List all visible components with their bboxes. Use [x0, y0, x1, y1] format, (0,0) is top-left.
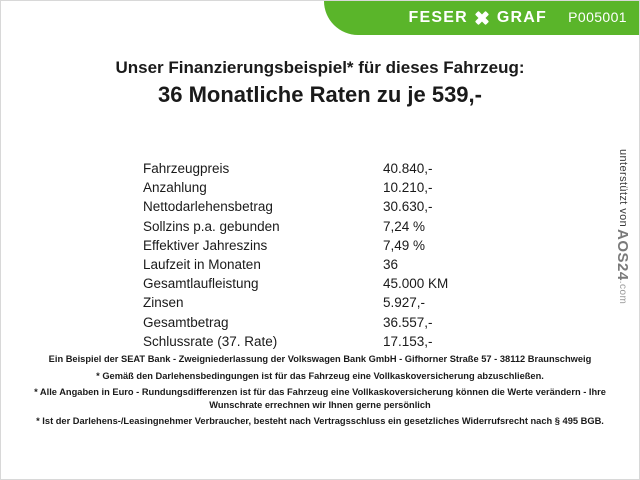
- table-row: [143, 236, 483, 255]
- partner-brand-tld: .com: [617, 280, 628, 305]
- legal-footnotes: [19, 353, 621, 428]
- table-row: [143, 313, 483, 332]
- brand-name-first: FESER: [408, 9, 468, 26]
- figure-value: 10.210,-: [383, 180, 433, 196]
- figure-label: Anzahlung: [143, 180, 207, 196]
- figure-value: 7,24 %: [383, 218, 426, 234]
- figure-value: 36.557,-: [383, 314, 433, 330]
- brand-logo: [409, 1, 547, 35]
- figure-value: 40.840,-: [383, 161, 433, 176]
- legal-line-2: * Gemäß den Darlehensbedingungen ist für das Fahrzeug eine Vollkaskoversicherung abzuschließen.: [96, 370, 544, 381]
- figure-label: Gesamtbetrag: [143, 314, 229, 330]
- table-row: [143, 255, 483, 274]
- table-row: [143, 274, 483, 293]
- page-title: [1, 57, 639, 109]
- figure-value: 5.927,-: [383, 295, 426, 311]
- figure-value: 45.000 KM: [383, 276, 449, 292]
- table-row: [143, 217, 483, 236]
- supported-by-label: unterstützt von: [617, 149, 629, 228]
- stock-code: P005001: [568, 9, 627, 25]
- brand-name-second: GRAF: [496, 9, 547, 26]
- page-header: [1, 1, 639, 35]
- figure-value: 30.630,-: [383, 199, 433, 215]
- title-line-2: 36 Monatliche Raten zu je 539,-: [158, 82, 482, 107]
- title-line-1: Unser Finanzierungsbeispiel* für dieses Fahrzeug:: [115, 58, 525, 77]
- figure-label: Fahrzeugpreis: [143, 161, 230, 176]
- figure-label: Effektiver Jahreszins: [143, 237, 268, 253]
- table-row: [143, 178, 483, 197]
- figure-label: Laufzeit in Monaten: [143, 257, 261, 273]
- legal-line-3: * Alle Angaben in Euro - Rundungsdifferenzen ist für das Fahrzeug eine Vollkaskoversicherung können die Werte verändern - Ihre Wunschrate errechnen wir Ihnen gerne persönlich: [34, 387, 606, 410]
- table-row: [143, 332, 483, 351]
- partner-brand-name: AOS24: [614, 229, 631, 281]
- figure-value: 36: [383, 257, 399, 273]
- legal-line-4: * Ist der Darlehens-/Leasingnehmer Verbraucher, besteht nach Vertragsschluss ein gesetzliches Widerrufsrecht nach § 495 BGB.: [36, 416, 604, 427]
- finance-figures-table: [143, 159, 483, 351]
- figure-value: 7,49 %: [383, 237, 426, 253]
- figure-label: Zinsen: [143, 295, 184, 311]
- table-row: [143, 197, 483, 216]
- figure-value: 17.153,-: [383, 333, 433, 349]
- partner-brand-logo: [614, 229, 631, 304]
- figure-label: Gesamtlaufleistung: [143, 276, 259, 292]
- table-row: [143, 293, 483, 312]
- figure-label: Schlussrate (37. Rate): [143, 333, 278, 349]
- figure-label: Nettodarlehensbetrag: [143, 199, 273, 215]
- legal-line-1: Ein Beispiel der SEAT Bank - Zweigniederlassung der Volkswagen Bank GmbH - Gifhorner Straße 57 - 38112 Braunschweig: [48, 354, 592, 364]
- x-cross-icon: [475, 11, 490, 26]
- table-row: [143, 159, 483, 178]
- figure-label: Sollzins p.a. gebunden: [143, 218, 280, 234]
